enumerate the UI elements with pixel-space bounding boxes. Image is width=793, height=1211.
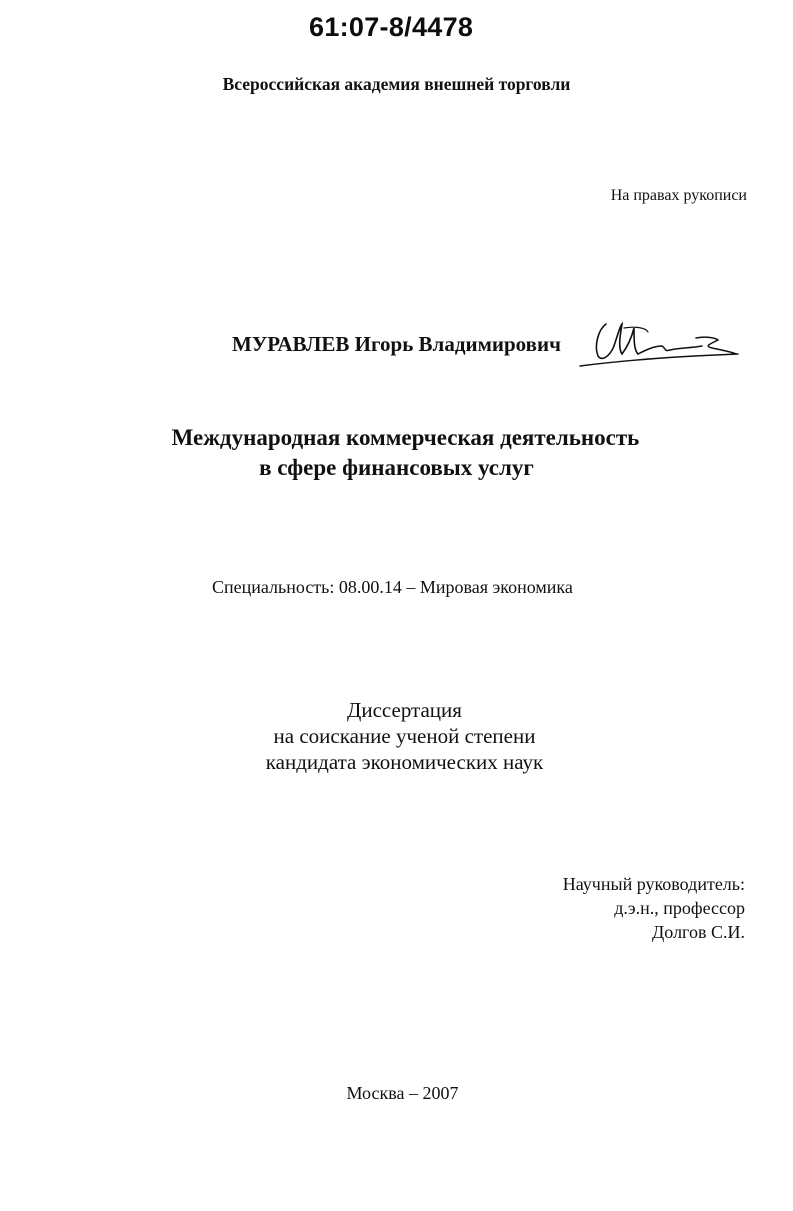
supervisor-block [563, 872, 745, 944]
degree-line-3: кандидата экономических наук [265, 750, 544, 774]
title-line-2: в сфере финансовых услуг [259, 455, 534, 480]
archive-stamp-number: 61:07-8/4478 [309, 12, 474, 42]
specialty: Специальность: 08.00.14 – Мировая экономика [212, 577, 573, 597]
dissertation-title [0, 423, 793, 483]
supervisor-role: Научный руководитель: [562, 874, 745, 894]
title-line-1: Международная коммерческая деятельность [171, 425, 640, 450]
city-year [0, 1083, 793, 1104]
city-year-text: Москва – 2007 [346, 1083, 459, 1103]
degree-line-2: на соискание ученой степени [273, 724, 536, 748]
author-surname: МУРАВЛЕВ [232, 332, 350, 356]
degree-statement [0, 697, 793, 775]
rights-notice: На правах рукописи [610, 187, 747, 204]
author-name [232, 332, 561, 357]
author-signature [576, 316, 746, 372]
supervisor-name: Долгов С.И. [652, 922, 745, 942]
degree-line-1: Диссертация [347, 698, 462, 722]
supervisor-degree: д.э.н., профессор [614, 898, 745, 918]
author-given-names: Игорь Владимирович [354, 332, 561, 356]
institution-name: Всероссийская академия внешней торговли [222, 74, 571, 94]
